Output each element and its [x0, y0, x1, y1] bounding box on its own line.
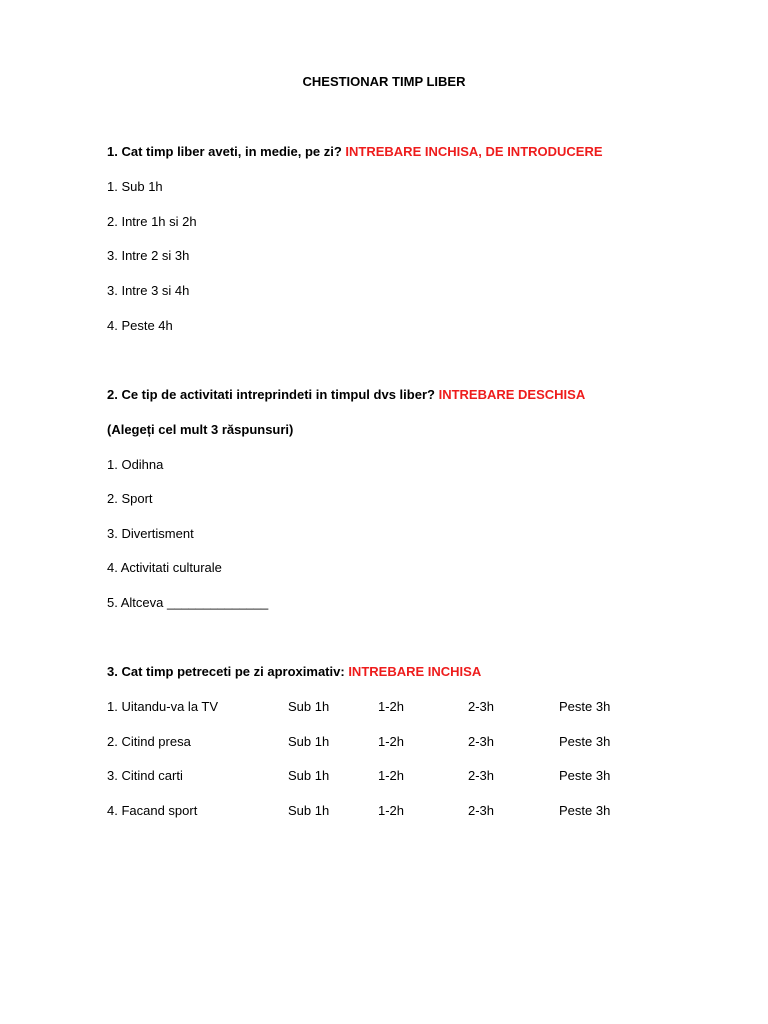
q3-row-option-peste-3h: Peste 3h [559, 768, 611, 783]
q3-row-activity: 1. Uitandu-va la TV [107, 699, 219, 714]
question-2-text: 2. Ce tip de activitati intreprindeti in timpul dvs liber? [107, 387, 435, 402]
q3-row-activity: 2. Citind presa [107, 734, 191, 749]
q3-row-2 [107, 733, 667, 751]
q2-option-2: 2. Sport [107, 491, 153, 506]
question-1-tag: INTREBARE INCHISA, DE INTRODUCERE [345, 144, 603, 159]
q2-option-3: 3. Divertisment [107, 526, 194, 541]
q3-row-4 [107, 802, 667, 820]
question-2-note: (Alegeți cel mult 3 răspunsuri) [107, 422, 294, 437]
q1-option-3: 3. Intre 2 si 3h [107, 248, 190, 263]
question-2 [107, 386, 585, 404]
q1-option-5: 4. Peste 4h [107, 318, 173, 333]
q3-row-option-1-2h: 1-2h [378, 803, 405, 818]
q3-row-option-2-3h: 2-3h [468, 734, 495, 749]
q3-row-option-2-3h: 2-3h [468, 768, 495, 783]
q3-row-option-1-2h: 1-2h [378, 699, 405, 714]
q3-row-3 [107, 767, 667, 785]
q3-row-1 [107, 698, 667, 716]
q3-row-option-2-3h: 2-3h [468, 699, 495, 714]
q3-row-option-1-2h: 1-2h [378, 734, 405, 749]
q3-row-option-sub-1h: Sub 1h [288, 734, 330, 749]
q3-row-option-peste-3h: Peste 3h [559, 699, 611, 714]
q3-row-option-sub-1h: Sub 1h [288, 699, 330, 714]
question-1 [107, 143, 603, 161]
question-3-tag: INTREBARE INCHISA [348, 664, 482, 679]
q3-row-option-1-2h: 1-2h [378, 768, 405, 783]
q3-row-option-sub-1h: Sub 1h [288, 803, 330, 818]
question-2-tag: INTREBARE DESCHISA [438, 387, 586, 402]
q2-option-1: 1. Odihna [107, 457, 164, 472]
q3-row-option-peste-3h: Peste 3h [559, 734, 611, 749]
question-1-text: 1. Cat timp liber aveti, in medie, pe zi? [107, 144, 342, 159]
q3-row-option-2-3h: 2-3h [468, 803, 495, 818]
q2-option-4: 4. Activitati culturale [107, 560, 222, 575]
q3-row-option-peste-3h: Peste 3h [559, 803, 611, 818]
q1-option-4: 3. Intre 3 si 4h [107, 283, 190, 298]
q2-option-5: 5. Altceva ______________ [107, 595, 269, 610]
document-title: CHESTIONAR TIMP LIBER [302, 74, 466, 89]
question-3-text: 3. Cat timp petreceti pe zi aproximativ: [107, 664, 345, 679]
q3-row-option-sub-1h: Sub 1h [288, 768, 330, 783]
q1-option-1: 1. Sub 1h [107, 179, 163, 194]
question-3 [107, 663, 481, 681]
q3-row-activity: 4. Facand sport [107, 803, 198, 818]
q3-row-activity: 3. Citind carti [107, 768, 183, 783]
q1-option-2: 2. Intre 1h si 2h [107, 214, 197, 229]
